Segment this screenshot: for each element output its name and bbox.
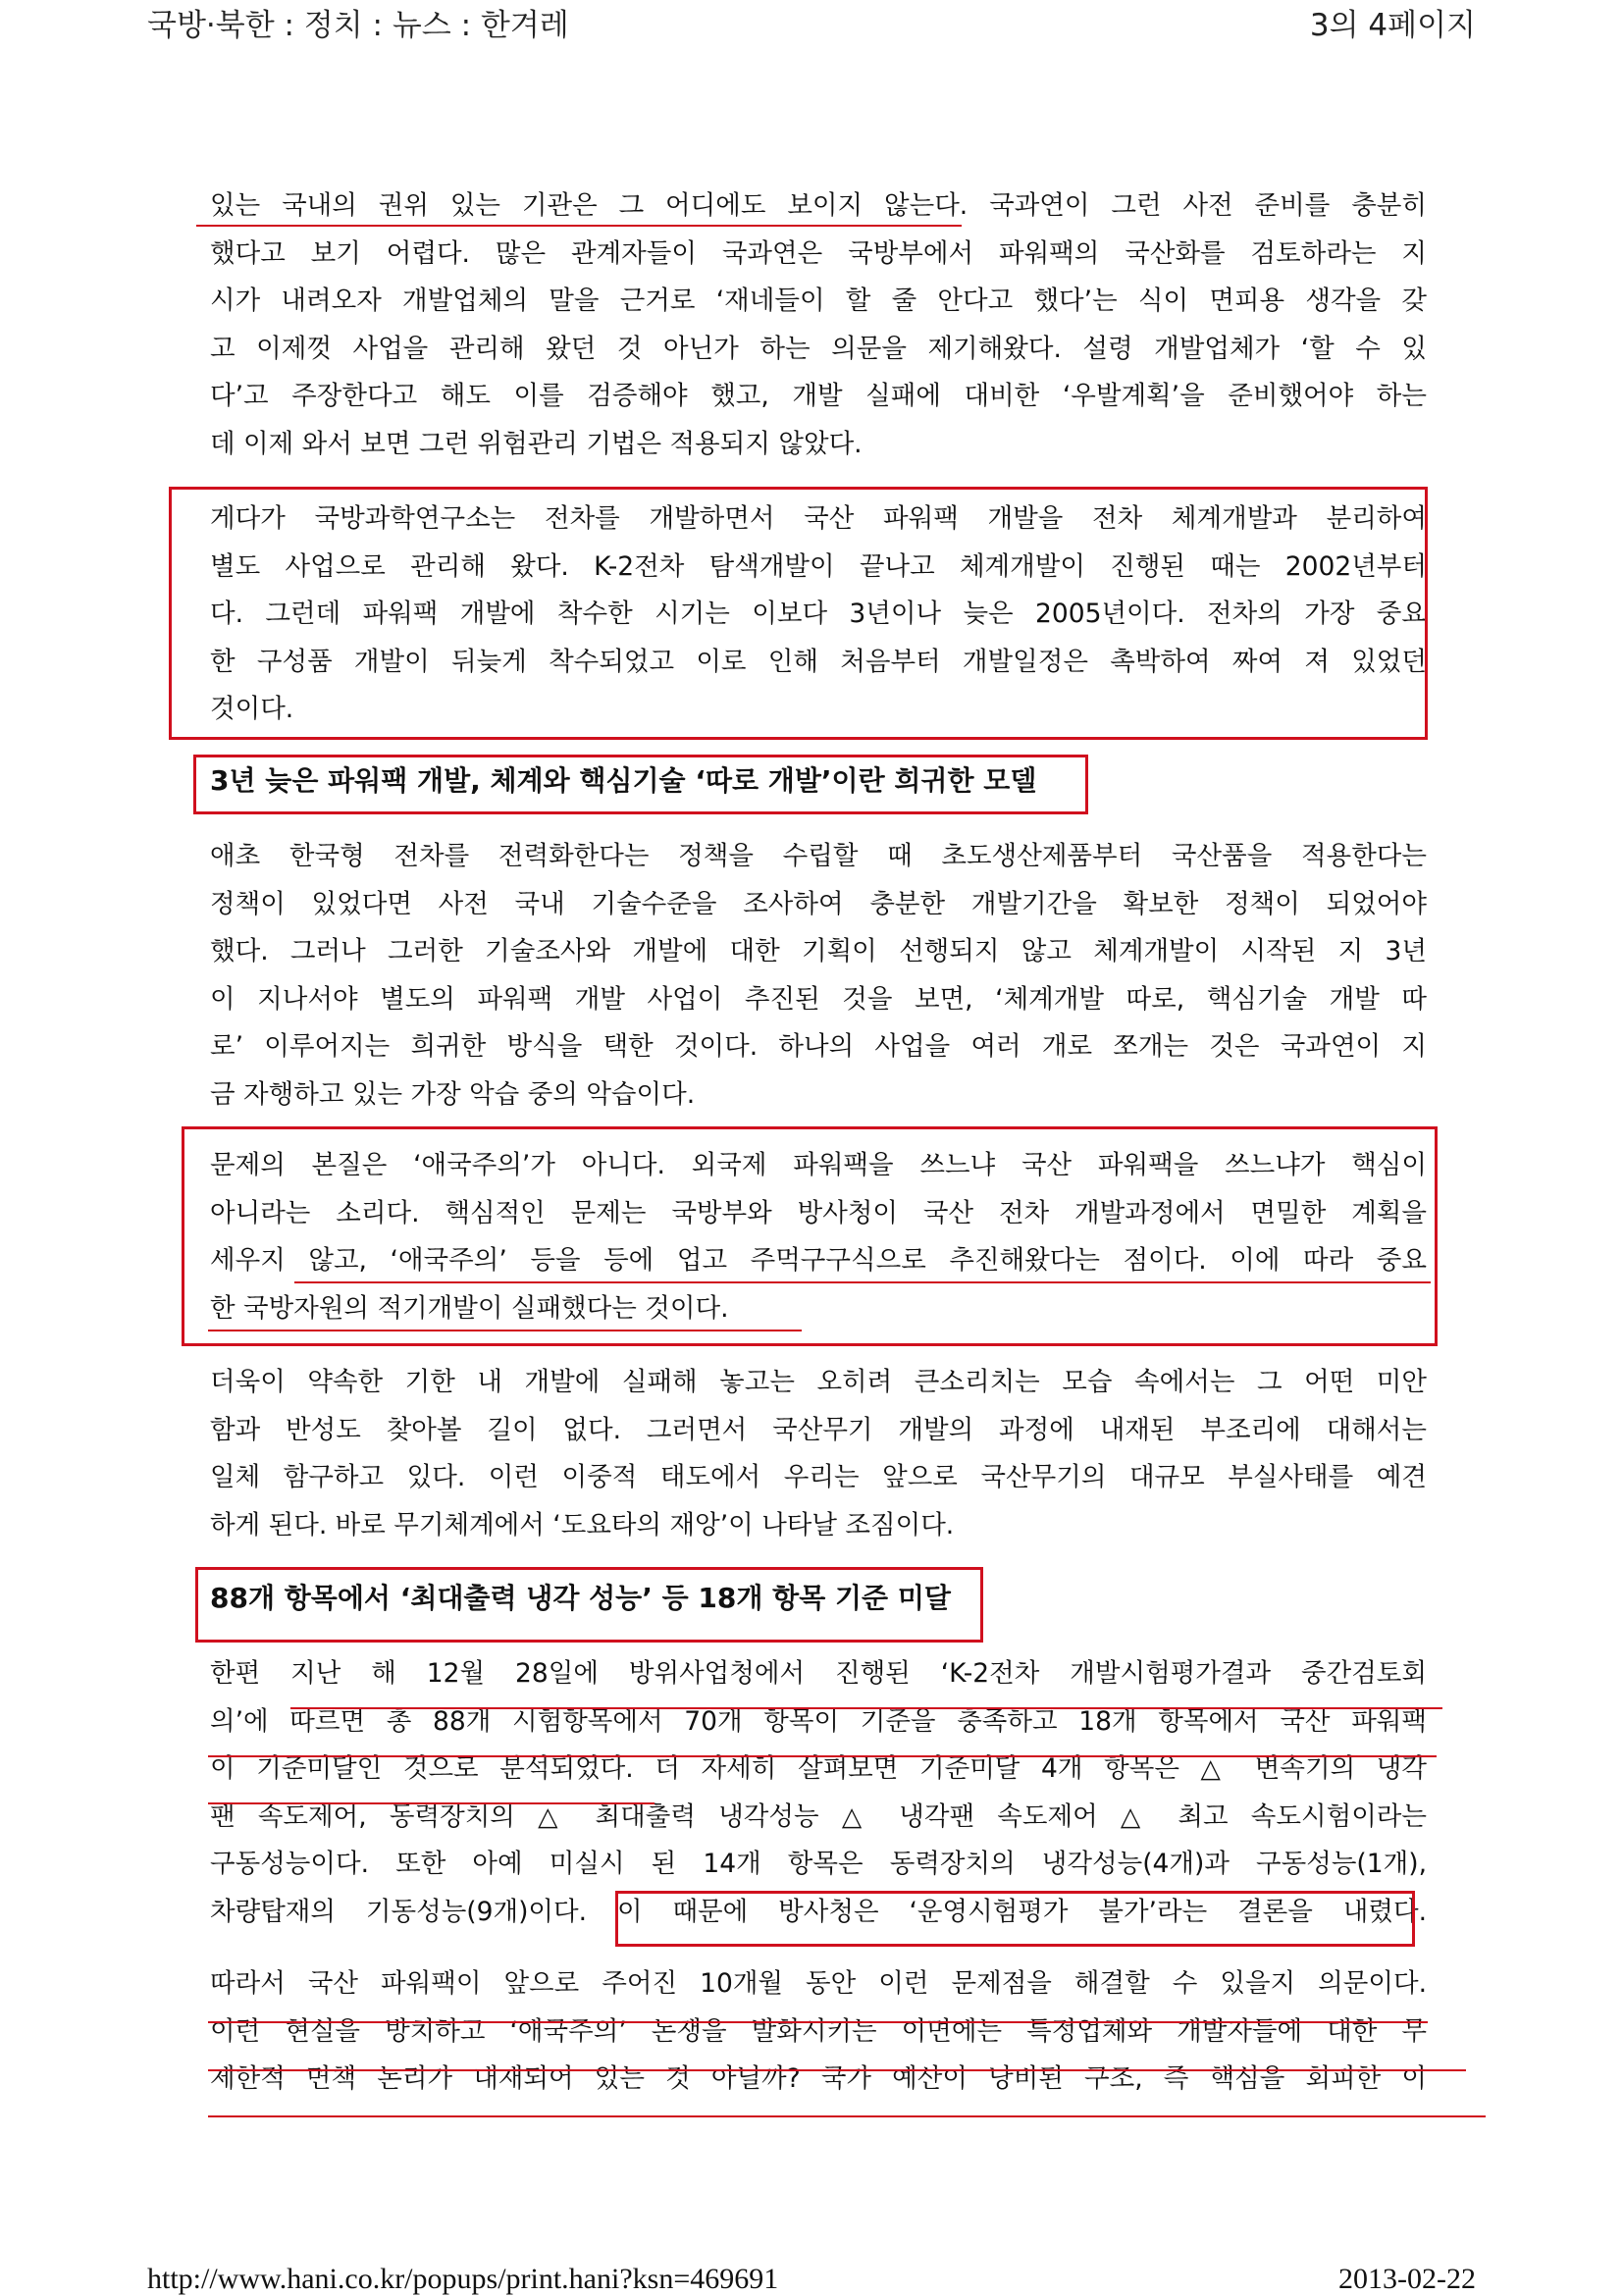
section-heading-1: 3년 늦은 파워팩 개발, 체계와 핵심기술 ‘따로 개발’이란 희귀한 모델	[210, 764, 1037, 797]
text-line: 금 자행하고 있는 가장 악습 중의 악습이다.	[210, 1078, 696, 1110]
text-line: 별도 사업으로 관리해 왔다. K-2전차 탐색개발이 끝나고 체계개발이 진행된 때는 2002년부터	[210, 550, 1427, 582]
text-line: 다. 그런데 파워팩 개발에 착수한 시기는 이보다 3년이나 늦은 2005년이다. 전차의 가장 중요	[210, 599, 1427, 629]
text-line: 했다. 그러나 그러한 기술조사와 개발에 대한 기획이 선행되지 않고 체계개발이 시작된 지 3년	[210, 936, 1427, 966]
paragraph-3	[210, 833, 1427, 1119]
underline	[208, 1802, 654, 1804]
underline	[208, 2069, 1466, 2071]
highlight-box	[193, 755, 1088, 814]
text-line: 고 이제껏 사업을 관리해 왔던 것 아닌가 하는 의문을 제기해왔다. 설령 개발업체가 ‘할 수 있	[210, 333, 1427, 364]
paragraph-5	[210, 1359, 1427, 1549]
page-url: http://www.hani.co.kr/popups/print.hani?ksn=469691	[147, 2263, 779, 2295]
underline	[208, 1755, 1437, 1757]
text-line: 이런 현실을 방치하고 ‘애국주의’ 논쟁을 발화시키는 이면에는 특정업체와 개발자들에 대한 무	[210, 2015, 1427, 2047]
text-line: 했다고 보기 어렵다. 많은 관계자들이 국과연은 국방부에서 파워팩의 국산화를 검토하라는 지	[210, 237, 1427, 269]
underline	[208, 2115, 1486, 2117]
text-line: 아니라는 소리다. 핵심적인 문제는 국방부와 방사청이 국산 전차 개발과정에서 면밀한 계획을	[210, 1197, 1427, 1228]
text-line: 데 이제 와서 보면 그런 위험관리 기법은 적용되지 않았다.	[210, 428, 863, 459]
text-line: 팬 속도제어, 동력장치의 △ 최대출력 냉각성능 △ 냉각팬 속도제어 △ 최고 속도시험이라는	[210, 1800, 1427, 1832]
highlight-box	[182, 1126, 1438, 1346]
text-line: 한편 지난 해 12월 28일에 방위사업청에서 진행된 ‘K-2전차 개발시험평가결과 중간검토회	[210, 1658, 1427, 1689]
paragraph-7	[210, 1960, 1427, 2104]
page-number: 3의 4페이지	[1309, 8, 1476, 43]
text-line: 세우지 않고, ‘애국주의’ 등을 등에 업고 주먹구구식으로 추진해왔다는 점이다. 이에 따라 중요	[210, 1245, 1427, 1276]
text-line: 제한적 면책 논리가 내재되어 있는 것 아닐까? 국가 예산이 낭비된 구조, 즉 핵심을 회피한 이	[210, 2063, 1427, 2094]
text-line: 게다가 국방과학연구소는 전차를 개발하면서 국산 파워팩 개발을 전차 체계개발과 분리하여	[210, 503, 1427, 534]
text-line: 애초 한국형 전차를 전력화한다는 정책을 수립할 때 초도생산제품부터 국산품을 적용한다는	[210, 841, 1427, 871]
text-line: 있는 국내의 권위 있는 기관은 그 어디에도 보이지 않는다. 국과연이 그런 사전 준비를 충분히	[210, 190, 1427, 221]
text-line: 것이다.	[210, 694, 294, 724]
text-line: 시가 내려오자 개발업체의 말을 근거로 ‘재네들이 할 줄 안다고 했다’는 식이 면피용 생각을 갖	[210, 286, 1427, 316]
page-title: 국방·북한 : 정치 : 뉴스 : 한겨레	[147, 8, 569, 43]
text-line: 일체 함구하고 있다. 이런 이중적 태도에서 우리는 앞으로 국산무기의 대규모 부실사태를 예견	[210, 1462, 1427, 1492]
text-line: 한 구성품 개발이 뒤늦게 착수되었고 이로 인해 처음부터 개발일정은 촉박하여 짜여 져 있었던	[210, 646, 1427, 677]
underline	[290, 1707, 1442, 1709]
underline	[294, 1281, 1431, 1283]
text-line: 의’에 따르면 총 88개 시험항목에서 70개 항목이 기준을 충족하고 18개 항목에서 국산 파워팩	[210, 1705, 1427, 1737]
text-line: 하게 된다. 바로 무기체계에서 ‘도요타의 재앙’이 나타날 조짐이다.	[210, 1509, 955, 1540]
text-line: 구동성능이다. 또한 아예 미실시 된 14개 항목은 동력장치의 냉각성능(4개)과 구동성능(1개),	[210, 1849, 1427, 1879]
underline	[208, 2021, 1428, 2023]
text-line: 함과 반성도 찾아볼 길이 없다. 그러면서 국산무기 개발의 과정에 내재된 부조리에 대해서는	[210, 1414, 1427, 1445]
highlight-box	[615, 1891, 1415, 1947]
text-line: 다’고 주장한다고 해도 이를 검증해야 했고, 개발 실패에 대비한 ‘우발계획’을 준비했어야 하는	[210, 381, 1427, 411]
text-line: 이 기준미달인 것으로 분석되었다. 더 자세히 살펴보면 기준미달 4개 항목은 △ 변속기의 냉각	[210, 1753, 1427, 1784]
underline	[208, 1330, 802, 1331]
highlight-box	[169, 487, 1428, 740]
text-line: 한 국방자원의 적기개발이 실패했다는 것이다.	[210, 1292, 729, 1324]
text-line: 이 지나서야 별도의 파워팩 개발 사업이 추진된 것을 보면, ‘체계개발 따로, 핵심기술 개발 따	[210, 983, 1427, 1015]
text-line: 정책이 있었다면 사전 국내 기술수준을 조사하여 충분한 개발기간을 확보한 정책이 되었어야	[210, 888, 1427, 919]
text-line: 차량탑재의 기동성능(9개)이다. 이 때문에 방사청은 ‘운영시험평가 불가’라는 결론을 내렸다.	[210, 1896, 1427, 1927]
print-date: 2013-02-22	[1338, 2263, 1476, 2295]
text-line: 따라서 국산 파워팩이 앞으로 주어진 10개월 동안 이런 문제점을 해결할 수 있을지 의문이다.	[210, 1968, 1427, 1999]
text-line: 로’ 이루어지는 희귀한 방식을 택한 것이다. 하나의 사업을 여러 개로 쪼개는 것은 국과연이 지	[210, 1031, 1427, 1062]
text-line: 문제의 본질은 ‘애국주의’가 아니다. 외국제 파워팩을 쓰느냐 국산 파워팩을 쓰느냐가 핵심이	[210, 1150, 1427, 1180]
underline	[196, 225, 962, 227]
text-line: 더욱이 약속한 기한 내 개발에 실패해 놓고는 오히려 큰소리치는 모습 속에서는 그 어떤 미안	[210, 1367, 1427, 1397]
highlight-box	[195, 1567, 983, 1643]
section-heading-2: 88개 항목에서 ‘최대출력 냉각 성능’ 등 18개 항목 기준 미달	[210, 1582, 951, 1614]
